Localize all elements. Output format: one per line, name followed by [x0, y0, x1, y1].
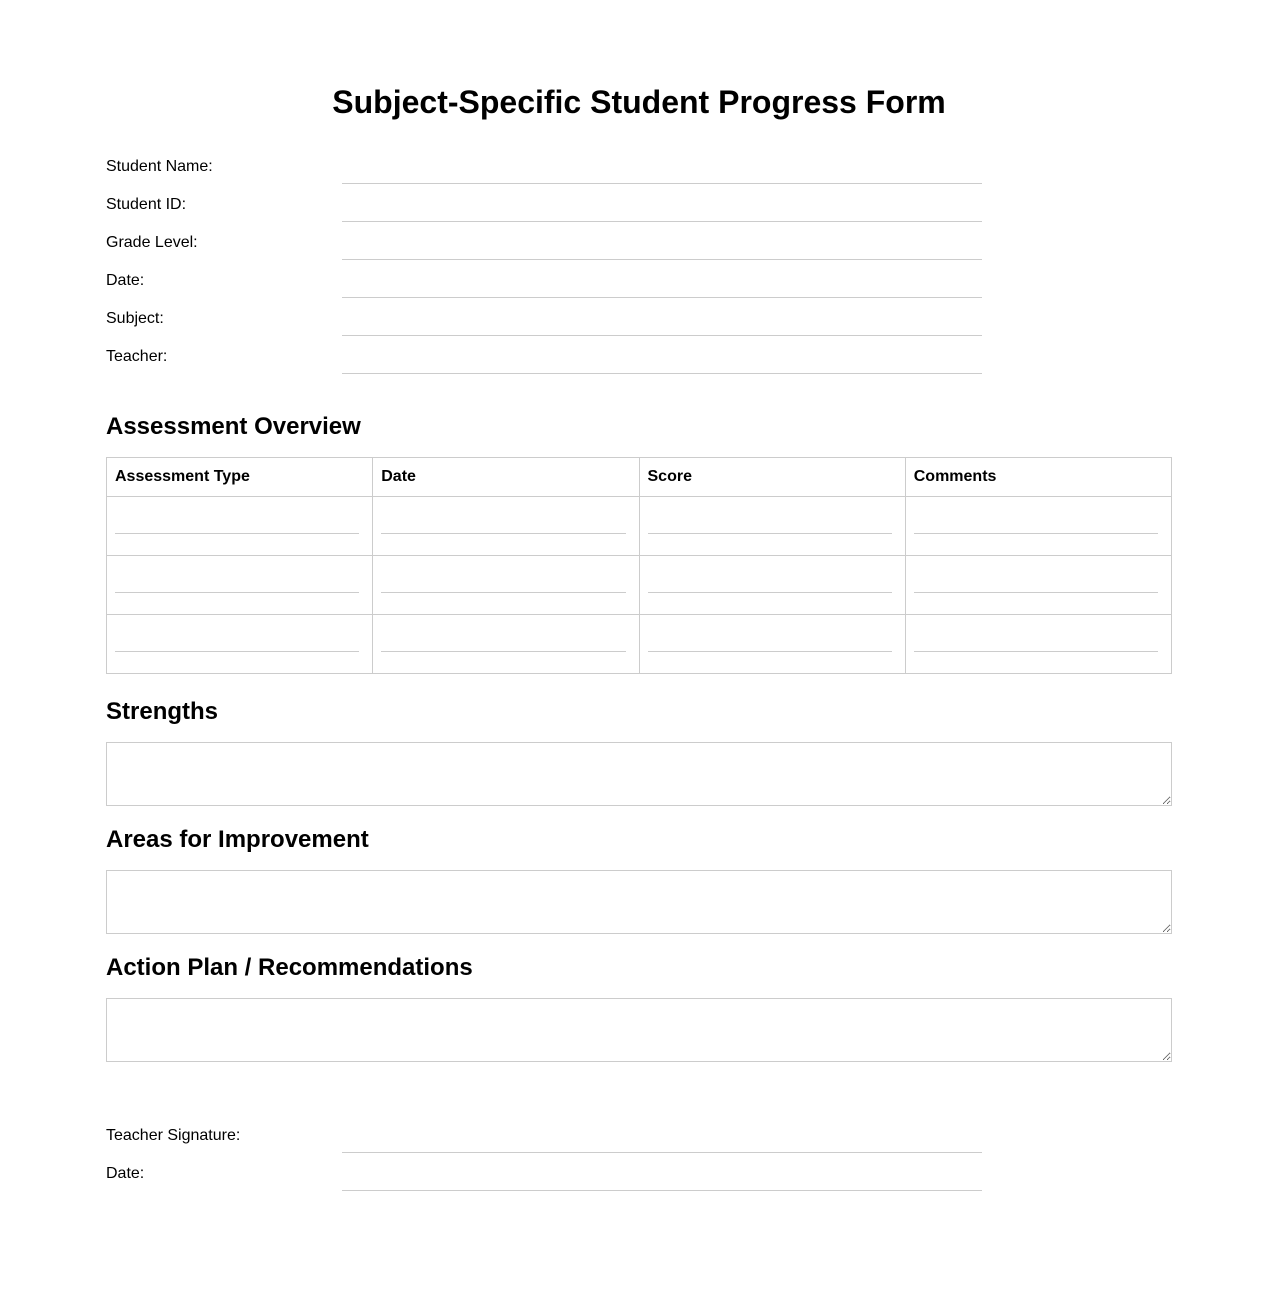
- assessment-type-input[interactable]: [115, 507, 359, 534]
- table-cell: [107, 556, 373, 615]
- teacher-signature-label: Teacher Signature:: [106, 1127, 241, 1144]
- subject-label: Subject:: [106, 310, 164, 327]
- signature-date-label: Date:: [106, 1165, 145, 1182]
- subject-input[interactable]: [342, 309, 982, 336]
- assessment-comments-input[interactable]: [914, 625, 1158, 652]
- student-name-label: Student Name:: [106, 158, 213, 175]
- teacher-input[interactable]: [342, 347, 982, 374]
- table-header-row: [107, 458, 1172, 497]
- teacher-label: Teacher:: [106, 348, 168, 365]
- teacher-signature-input[interactable]: [342, 1126, 982, 1153]
- date-input[interactable]: [342, 271, 982, 298]
- assessment-type-input[interactable]: [115, 566, 359, 593]
- assessment-table: [106, 457, 1172, 674]
- action-plan-heading: Action Plan / Recommendations: [106, 954, 473, 981]
- page-title: Subject-Specific Student Progress Form: [332, 84, 946, 120]
- table-cell: [373, 615, 639, 674]
- teacher-field: [106, 347, 982, 385]
- strengths-textarea[interactable]: [106, 742, 1172, 806]
- student-id-label: Student ID:: [106, 196, 187, 213]
- student-name-input[interactable]: [342, 157, 982, 184]
- table-cell: [107, 497, 373, 556]
- assessment-date-input[interactable]: [381, 566, 625, 593]
- table-cell: [639, 615, 905, 674]
- column-header-assessment-type: Assessment Type: [107, 458, 373, 497]
- date-field: [106, 271, 982, 309]
- column-header-date: Date: [373, 458, 639, 497]
- assessment-comments-input[interactable]: [914, 507, 1158, 534]
- assessment-score-input[interactable]: [648, 566, 892, 593]
- table-cell: [639, 556, 905, 615]
- column-header-score: Score: [639, 458, 905, 497]
- action-plan-textarea[interactable]: [106, 998, 1172, 1062]
- student-name-field: [106, 157, 982, 195]
- signature-date-input[interactable]: [342, 1164, 982, 1191]
- assessment-comments-input[interactable]: [914, 566, 1158, 593]
- table-row: [107, 497, 1172, 556]
- areas-for-improvement-heading: Areas for Improvement: [106, 826, 369, 853]
- date-label: Date:: [106, 272, 145, 289]
- grade-level-field: [106, 233, 982, 271]
- assessment-overview-heading: Assessment Overview: [106, 413, 361, 440]
- assessment-date-input[interactable]: [381, 625, 625, 652]
- strengths-heading: Strengths: [106, 698, 219, 725]
- table-cell: [905, 615, 1171, 674]
- assessment-date-input[interactable]: [381, 507, 625, 534]
- assessment-score-input[interactable]: [648, 507, 892, 534]
- table-cell: [639, 497, 905, 556]
- student-id-input[interactable]: [342, 195, 982, 222]
- table-cell: [905, 556, 1171, 615]
- subject-field: [106, 309, 982, 347]
- table-cell: [373, 497, 639, 556]
- table-cell: [373, 556, 639, 615]
- student-id-field: [106, 195, 982, 233]
- grade-level-input[interactable]: [342, 233, 982, 260]
- assessment-score-input[interactable]: [648, 625, 892, 652]
- areas-for-improvement-textarea[interactable]: [106, 870, 1172, 934]
- table-cell: [905, 497, 1171, 556]
- assessment-type-input[interactable]: [115, 625, 359, 652]
- signature-date-field: [106, 1164, 982, 1202]
- table-cell: [107, 615, 373, 674]
- column-header-comments: Comments: [905, 458, 1171, 497]
- grade-level-label: Grade Level:: [106, 234, 198, 251]
- table-row: [107, 615, 1172, 674]
- teacher-signature-field: [106, 1126, 982, 1164]
- table-row: [107, 556, 1172, 615]
